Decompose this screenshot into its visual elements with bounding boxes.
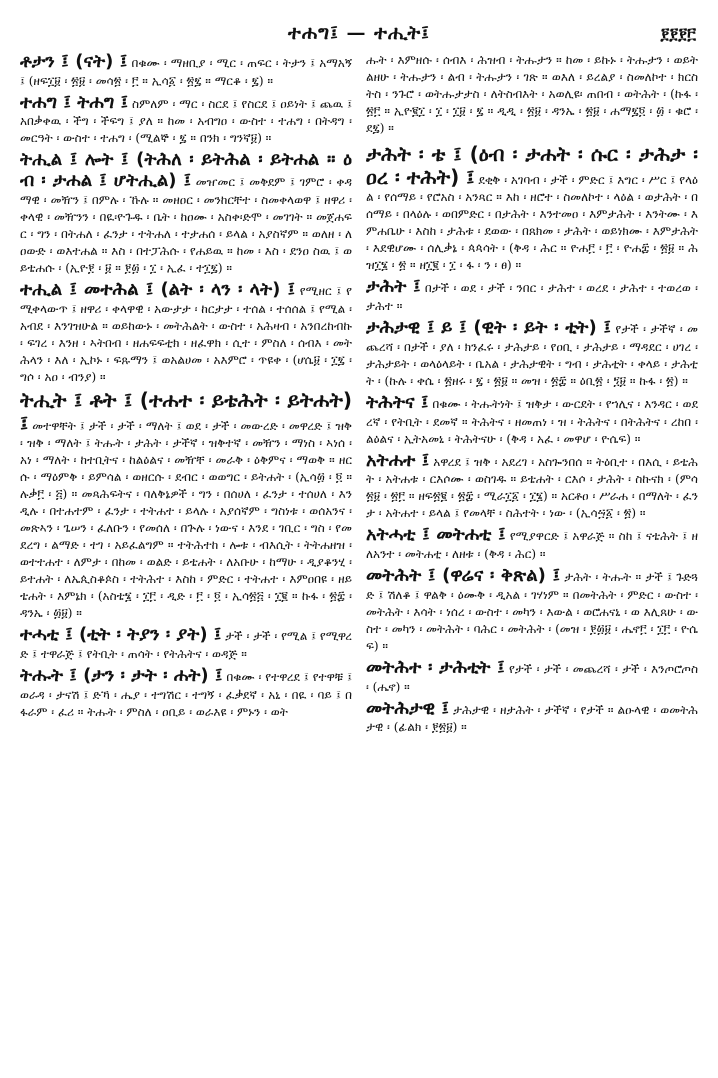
entry-headword: መትሕት ፤ (ዋሬና ፡ ቅጽል) ፤ [366, 565, 560, 587]
dictionary-entry [20, 52, 352, 90]
dictionary-entry [366, 143, 698, 274]
entry-definition: የታች ፡ ታችኛ ፡ መጨረሻ ፡ በታች ፡ ያለ ፡ ክንፈሩ ፡ ታሕታይ ፡ የዐቢ ፡ ታሕታይ ፡ ማዳደር ፡ ሀገረ ፡ ታሕታይት ፡ ወላዕላይት ፡ ቤአል ፡ ታሕታዊት ፡ ግብ ፡ ታሕቲት ፡ ቀላይ ፡ ታሕቲት ፡ (ኩሉ ፡ ቀሴ ፡ ፳ዘሩ ፡ ፯ ፡ ፳፱ ። መዝ ፡ ፳፰ ። ዕቢ፳ ፡ ፺፱ ። ኩፋ ፡ ፳) ። [366, 322, 698, 388]
left-column [20, 52, 352, 1062]
right-column [366, 52, 698, 1062]
dictionary-entry [20, 625, 352, 663]
page-header [20, 18, 698, 52]
entry-definition: በቁሙ ፡ የተዋረደ ፤ የተዋቹ ፤ ወራዳ ፡ ታናሽ ፤ ድኻ ፡ ሔያ ፡ ተግሽር ፡ ተግኝ ፡ ፈቃደኛ ፡ አኒ ፡ በዪ ፡ ባይ ፤ በፋራም ፡ ፈሪ ። ትሑት ፡ ምስለ ፡ ዐቢይ ፡ ወራእዩ ፡ ምኑን ፡ ወት [20, 669, 352, 719]
entry-headword: ተሒል ፤ መተሕል ፤ (ልት ፡ ላን ፡ ላት) ፤ [20, 279, 296, 300]
text-columns [20, 52, 698, 1062]
entry-definition: ታች ፡ ታች ፡ የሚል ፤ የሚዋረድ ፤ ተዋራጅ ፤ የትቢት ፡ ጠሳት ፡ የትሕትና ፡ ወዳጅ ። [20, 629, 352, 661]
entry-headword: አትሓቲ ፤ መትሐቲ ፤ [366, 524, 506, 546]
entry-definition: መዠመር ፤ መቅደም ፤ ገምሮ ፡ ቀዳማዊ ፡ መዥን ፤ በምሉ ፡ ኹሉ ። መዘዐር ፡ መንከርቸተ ፡ ስመቀላወዋ ፤ ዘዋሪ ፡ ቀላዊ ፡ መዥንን ፡ በዪ፡ዮጉዱ ፡ ቤት ፡ ከዐሙ ፡ አስቀ፡ድሞ ፡ መገገት ። መጀሐፍር ፡ ግን ፡ በትሐለ ፡ ፈንታ ፡ ተትሐለ ፡ ተታሐሰ ፡ ይላል ፡ አያስኛም ። ወለዘ ፡ ለዐውድ ፡ ወእተሐል ። እስ ፡ በተፓሕሱ ፡ የሐይዉ ። ከመ ፡ እስ ፡ ደንዐ ስዉ ፤ ወይቴሐሱ ፡ (ኢዮ፻ ፡ ፱ ። ፻፴ ፡ ፲ ፡ ኢፈ ፡ ተ፲፯) ። [20, 175, 352, 275]
dictionary-entry [366, 277, 698, 315]
entry-headword: ትሒት ፤ ቶት ፤ (ተሐተ ፡ ይቴሕት ፡ ይትሐት) ፤ [20, 387, 352, 435]
entry-definition: በቁሙ ፡ ትሑትነት ፤ ዝቅታ ፡ ውርደት ፡ የኀሊና ፡ እንዳር ፡ ወደረኛ ፡ የትቢት ፡ ደመኛ ። ትሕትና ፡ ዘመጠነ ፡ ዝ ፡ ትሕትና ፡ በትሕትና ፡ ረከበ ፡ ልዕልና ፡ ኢትአመኒ ፡ ትሕትናሁ ፡ (ቅዳ ፡ አፈ ፡ መዋሆ ፡ ዮሴፍ) ። [366, 396, 698, 446]
entry-definition: አዋረደ ፤ ዝቅ ፡ አደረገ ፡ አስጐንበሰ ። ትዕቢተ ፡ በእሲ ፡ ይቴሕት ፡ አትሐቱ ፡ ርእሶሙ ፡ ወስገዱ ። ይቴሐት ፡ ርእሶ ፡ ታሕት ፡ ስኩናክ ፡ (ምሳ፳፱ ፡ ፳፫ ። ዘፍ፳፪ ፡ ፳፰ ፡ ሚራ፲፩ ፡ ፲፮) ። አርቶዐ ፡ ሥራሐ ፡ በማለት ፡ ፈንታ ፡ አትሐተ ፡ ይላል ፤ የመላቸ ፡ ስሕተት ፡ ነው ፡ (ኢሳ፵፩ ፡ ፳) ። [366, 454, 698, 521]
dictionary-entry [366, 566, 698, 655]
entry-definition: ደቂቅ ፡ አገባብ ፡ ታች ፡ ምድር ፤ እግር ፡ ሥር ፤ የላዕል ፡ የሰማይ ፡ የሮአስ ፡ አንጻር ። እከ ፡ ዘሮተ ፡ ስመለኮተ ፡ ላዕል ፡ ወታሕት ፡ በሰማይ ፡ በላዕሉ ፡ ወበምድር ፡ በታሕት ፡ እንተመዐ ፡ እምታሕት ፡ እንትሙ ፡ እምሐቤሁ ፡ እስከ ፡ ታሕቱ ፡ ደወው ፡ በጸክመ ፡ ታሕት ፡ ወይነክሙ ፡ እምታሕት ፡ እደዊሆሙ ፡ ሰሊቃኔ ፡ ጳጳሳት ፡ (ቅዳ ፡ ሕር ። ዮሐ፫ ፡ ፫ ፡ ዮሐ፰ ፡ ፳፱ ። ሕዝ፲፮ ፡ ፳ ። ዘ፲፪ ፡ ፲ ፡ ፋ ፡ ን ፡ ፀ) ። [366, 173, 698, 273]
entry-definition: ታሕት ፡ ትሑት ። ታች ፤ ጉድጓድ ፤ ሽለቆ ፤ ዋልቅ ፡ ዕሙቅ ፡ ዲአል ፡ ገሃነም ። በመትሕት ፡ ምድር ፡ ውስተ ፡ መትሕት ፡ እሳት ፡ ነሰረ ፡ ውስተ ፡ መካን ፡ እውል ፡ ወሮሐናኒ ፡ ወ እሊጸሁ ፡ ውስተ ፡ መካን ፡ መትሕት ፡ ባሕር ፡ መትሕት ፡ (መዝ ፡ ፻፴፱ ፡ ሔኖ፫ ፡ ፲፫ ፡ ዮሴፍ) ። [366, 570, 698, 653]
entry-definition: ሑት ፡ እምዘሱ ፡ ሰብእ ፡ ሕዝብ ፡ ትሑታን ። ከመ ፡ ይኩኑ ፡ ትሑታን ፡ ወይትልዘሁ ፡ ትሑታን ፡ ልብ ፡ ትሑታን ፡ ገጽ ። ወእለ ፡ ይረልያ ፡ ስመለኮተ ፡ ክርስትስ ፡ ንጉሮ ፡ ወትሑታታስ ፡ ለትስብእት ፡ አወሊዩ፡ ጠበብ ፡ ወትሕት ፡ (ኩፋ ፡ ፳፫ ። ኢዮ፪፲ ፡ ፲ ፡ ፲፱ ፡ ፯ ። ዲዲ ፡ ፳፱ ፡ ዳንኤ ፡ ፳፱ ፡ ሐማ፯፬ ፡ ፴ ፡ ቁሮ ፡ ደ፯) ። [366, 53, 698, 136]
entry-definition: በታች ፡ ወደ ፡ ታች ፡ ንበር ፡ ታሕተ ፡ ወረደ ፡ ታሕተ ፡ ተወረወ ፡ ታሕተ ። [366, 281, 698, 314]
entry-headword: ትሒል ፤ ሎት ፤ (ትሕለ ፡ ይትሕል ፡ ይትሐል ። ዕብ ፡ ታሐል ፤ ሆትሒል) ፤ [20, 149, 352, 192]
dictionary-entry-continued [366, 52, 698, 137]
dictionary-entry [366, 451, 698, 523]
dictionary-entry [20, 150, 352, 277]
entry-definition: መተዋቸት ፤ ታች ፡ ታች ፡ ማለት ፤ ወደ ፡ ታች ፡ መውረድ ፡ መዋረድ ፤ ዝቅ ፡ ዝቅ ፡ ማለት ፤ ትሑት ፡ ታሕት ፡ ታችኛ ፡ ዝቅተኛ ፡ መዥን ፡ ማነስ ፡ ኣነሰ ፡ አነ ፡ ማለት ፡ ከተቢትና ፡ ከልዕልና ፡ መዥቸ ፡ መራቅ ፡ ዕቅምና ፡ ማወቅ ። ዘርሱ ፡ ማዕምቅ ፡ ይምሳል ፡ ወዘርሱ ፡ ደብር ፡ ወወግር ፡ ይትሐት ፡ (ኢሳ፴ ፡ ፬ ። ሉቃ፫ ፡ ፭) ። መጻሕፍትና ፡ ባለቅኔዎች ፡ ግን ፡ በሰሀለ ፡ ፈንታ ፡ ተሰሀለ ፡ እንዲሉ ፡ በተሐተም ፡ ፈንታ ፡ ተትሐተ ፡ ይላሉ ፡ አያሰኛም ፡ ግስነቱ ፡ ወሰአንና ፡ መጽኣን ፡ ጌሠን ፡ ፈለቡን ፡ የመሰለ ፡ በጕሉ ፡ ነውና ፡ እንደ ፡ ገቢር ፡ ግስ ፡ የመደረግ ፡ ልማድ ፡ ተገ ፡ አይፈልግም ። ተትሕተከ ፡ ሎቱ ፡ ብእሲት ፡ ትትሐዘዝ ፡ ወተተሐተ ፡ ለምታ ፡ በከመ ፡ ወልድ ፡ ይቴሐት ፡ ለአቡሁ ፡ ከማሁ ፡ ዲያቆንሂ ፡ ይተሐት ፡ ለኤጲስቆጶስ ፡ ተትሕተ ፡ እስከ ፡ ምድር ፡ ተትሐተ ፡ እምዐበዩ ፡ ዘይቴሐት ፡ እምኔክ ፡ (አስቴ፮ ፡ ፲፫ ፡ ዲድ ፡ ፫ ፡ ፬ ፡ ኢሳ፳፭ ፡ ፲፪ ። ኩፋ ፡ ፳፰ ፡ ዳንኤ ፡ ፴፱) ። [20, 418, 352, 621]
entry-headword: ታሕታዊ ፤ ይ ፤ (ዊት ፡ ይት ፡ ቲት) ፤ [366, 317, 611, 339]
running-head: ተሐግ፤ — ተሒት፤ [288, 22, 430, 44]
dictionary-entry [366, 699, 698, 737]
entry-definition: የታች ፡ ታች ፡ መጨረሻ ፡ ታች ፡ እንጦሮጦስ ፡ (ሔኖ) ። [366, 661, 698, 694]
dictionary-entry [20, 93, 352, 148]
entry-headword: አትሐተ ፤ [366, 449, 430, 471]
dictionary-entry [20, 389, 352, 622]
entry-headword: መትሕተ ፡ ታሕቲት ፤ [366, 656, 505, 678]
dictionary-entry [20, 666, 352, 721]
entry-definition: ስምለም ፡ ማር ፡ ስርደ ፤ የስርደ ፤ ዐይነት ፤ ጨዉ ፤ አበቃቀዉ ፡ ችግ ፡ ችፍግ ፤ ያለ ። ከመ ፡ አብግዐ ፡ ውስተ ፡ ተሐግ ፡ በትዳግ ፡ መርዓት ፡ ውስተ ፡ ተሐግ ፡ (ሚልኞ ፡ ፯ ። በንክ ፡ ግንኛ፱) ። [20, 96, 352, 146]
entry-definition: የሚዘር ፤ የሚቀላውጥ ፤ ዘዋሪ ፡ ቀላዋዊ ፡ አውታታ ፡ ከርታታ ፡ ተሰል ፡ ተሰሰል ፤ የሚል ፡ አብደ ፡ እንገዝሁል ። ወይከውኑ ፡ መትሕልት ፡ ውስተ ፡ አሕዛብ ፡ አንበረከብኩ ፡ ፍገረ ፡ እንዘ ፡ ኣትበብ ፡ ዘሐፍፍቲክ ፡ ዘፈዋክ ፡ ሲተ ፡ ምስለ ፡ ሰብእ ፡ መትሕላን ፡ እለ ፡ ኢኮኑ ፡ ፍጹማን ፤ ወአልሀመ ፡ አእምሮ ፡ ጥዩቀ ፡ (ሆሴ፱ ፡ ፲፯ ፡ ግሶ ፡ አዐ ፡ ብንያ) ። [20, 284, 352, 384]
entry-headword: ተሓቲ ፤ (ቲት ፡ ትያን ፡ ያት) ፤ [20, 624, 222, 646]
entry-headword: ታሕት ፡ ቴ ፤ (ዕብ ፡ ታሐት ፡ ሱር ፡ ታሕታ ፡ ዐረ ፡ ተሕት) ፤ [366, 142, 698, 190]
entry-headword: ትሑት ፤ (ታን ፡ ታት ፡ ሐት) ፤ [20, 664, 223, 686]
entry-headword: ታሕት ፤ [366, 276, 421, 298]
dictionary-entry [366, 658, 698, 696]
dictionary-entry [366, 525, 698, 563]
entry-headword: ተሐግ ፤ ትሐግ ፤ [20, 91, 129, 113]
dictionary-entry [366, 393, 698, 448]
entry-definition: ታሕታዊ ፡ ዘታሕት ፡ ታችኛ ፡ የታች ። ልዑላዊ ፡ ወመትሕታዊ ፡ (ፊልክ ፡ ፻፳፱) ። [366, 702, 698, 735]
entry-headword: ቶታን ፤ (ናት) ፤ [20, 52, 128, 72]
entry-headword: መትሕታዊ ፤ [366, 697, 449, 719]
dictionary-entry [20, 280, 352, 386]
entry-headword: ትሕትና ፤ [366, 391, 429, 413]
entry-definition: በቁሙ ፡ ማዘቢያ ፡ ሚር ፡ ጠፍር ፡ ትታን ፤ አማአኝ ፤ (ዘፍ፲፱ ፡ ፳፱ ፡ መሳ፳ ፡ ፫ ። ኢሳ፩ ፡ ፳፯ ። ማርቆ ፡ ፯) ። [20, 56, 352, 88]
entry-definition: የሚያዋርድ ፤ አዋራጅ ። ስከ ፤ ናቴሕት ፤ ዘለአንተ ፡ መትሐቲ ፡ ለዘቱ ፡ (ቅዳ ፡ ሕር) ። [366, 529, 698, 562]
dictionary-entry [366, 318, 698, 390]
page-number: ፻፻፻፫ [660, 24, 696, 43]
